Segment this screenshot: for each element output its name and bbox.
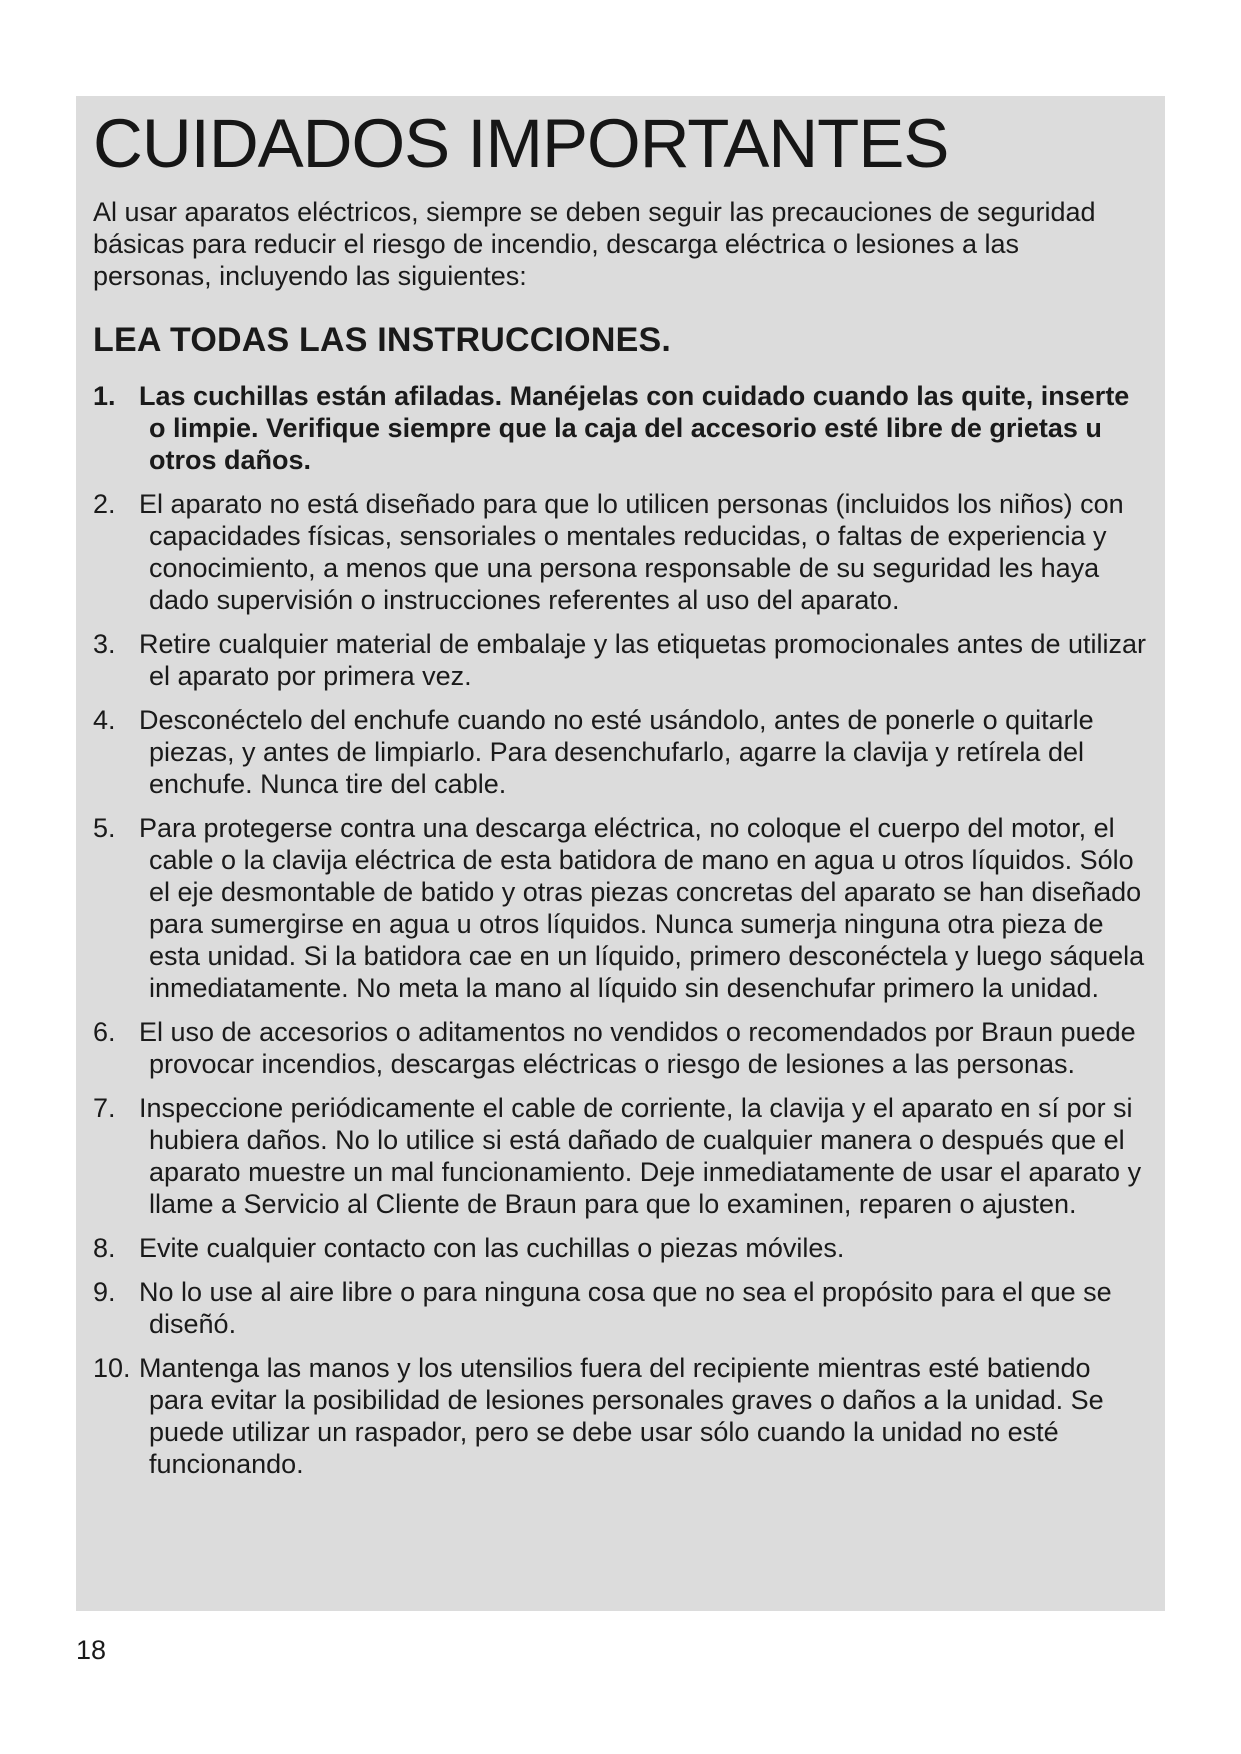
list-item-number: 6. [93, 1017, 116, 1047]
list-item [93, 628, 1149, 692]
page-number: 18 [76, 1635, 107, 1665]
list-item-text: Para protegerse contra una descarga eléctrica, no coloque el cuerpo del motor, el cable o la clavija eléctrica de esta batidora de mano en agua u otros líquidos. Sólo el eje desmontable de batido y otras piezas concretas del aparato se han diseñado para sumergirse en agua u otros líquidos. Nunca sumerja ninguna otra pieza de esta unidad. Si la batidora cae en un líquido, primero desconéctela y luego sáquela inmediatamente. No meta la mano al líquido sin desenchufar primero la unidad. [139, 813, 1145, 1003]
list-item [93, 380, 1149, 476]
list-item [93, 812, 1149, 1004]
list-item-text: Evite cualquier contacto con las cuchillas o piezas móviles. [139, 1233, 845, 1263]
page-title: CUIDADOS IMPORTANTES [93, 105, 949, 182]
list-item-text: El uso de accesorios o aditamentos no vendidos o recomendados por Braun puede provocar incendios, descargas eléctricas o riesgo de lesiones a las personas. [139, 1017, 1136, 1079]
list-item-number: 3. [93, 629, 116, 659]
list-item [93, 1276, 1149, 1340]
safety-list [93, 380, 1149, 1480]
list-item-number: 4. [93, 705, 116, 735]
list-item-text: El aparato no está diseñado para que lo utilicen personas (incluidos los niños) con capacidades físicas, sensoriales o mentales reducidas, o faltas de experiencia y conocimiento, a menos que una persona responsable de su seguridad les haya dado supervisión o instrucciones referentes al uso del aparato. [139, 489, 1124, 615]
list-item [93, 1092, 1149, 1220]
list-item-number: 10. [93, 1353, 131, 1383]
list-item-number: 1. [93, 381, 116, 411]
list-item [93, 1352, 1149, 1480]
list-item-text: Las cuchillas están afiladas. Manéjelas con cuidado cuando las quite, inserte o limpie. Verifique siempre que la caja del accesorio esté libre de grietas u otros daños. [139, 381, 1130, 475]
list-item-number: 7. [93, 1093, 116, 1123]
list-item [93, 704, 1149, 800]
list-item-text: Inspeccione periódicamente el cable de corriente, la clavija y el aparato en sí por si hubiera daños. No lo utilice si está dañado de cualquier manera o después que el aparato muestre un mal funcionamiento. Deje inmediatamente de usar el aparato y llame a Servicio al Cliente de Braun para que lo examinen, reparen o ajusten. [139, 1093, 1142, 1219]
list-item-text: Mantenga las manos y los utensilios fuera del recipiente mientras esté batiendo para evitar la posibilidad de lesiones personales graves o daños a la unidad. Se puede utilizar un raspador, pero se debe usar sólo cuando la unidad no esté funcionando. [139, 1353, 1104, 1479]
read-instructions-heading: LEA TODAS LAS INSTRUCCIONES. [93, 321, 671, 359]
list-item-text: Retire cualquier material de embalaje y las etiquetas promocionales antes de utilizar el aparato por primera vez. [139, 629, 1147, 691]
list-item-text: Desconéctelo del enchufe cuando no esté usándolo, antes de ponerle o quitarle piezas, y antes de limpiarlo. Para desenchufarlo, agarre la clavija y retírela del enchufe. Nunca tire del cable. [139, 705, 1094, 799]
list-item [93, 1232, 1149, 1264]
list-item [93, 1016, 1149, 1080]
list-item [93, 488, 1149, 616]
safety-panel [76, 96, 1165, 1611]
list-item-number: 2. [93, 489, 116, 519]
list-item-number: 9. [93, 1277, 116, 1307]
list-item-number: 5. [93, 813, 116, 843]
list-item-text: No lo use al aire libre o para ninguna cosa que no sea el propósito para el que se diseñó. [139, 1277, 1112, 1339]
intro-paragraph: Al usar aparatos eléctricos, siempre se deben seguir las precauciones de seguridad básicas para reducir el riesgo de incendio, descarga eléctrica o lesiones a las personas, incluyendo las siguientes: [93, 197, 1096, 291]
list-item-number: 8. [93, 1233, 116, 1263]
